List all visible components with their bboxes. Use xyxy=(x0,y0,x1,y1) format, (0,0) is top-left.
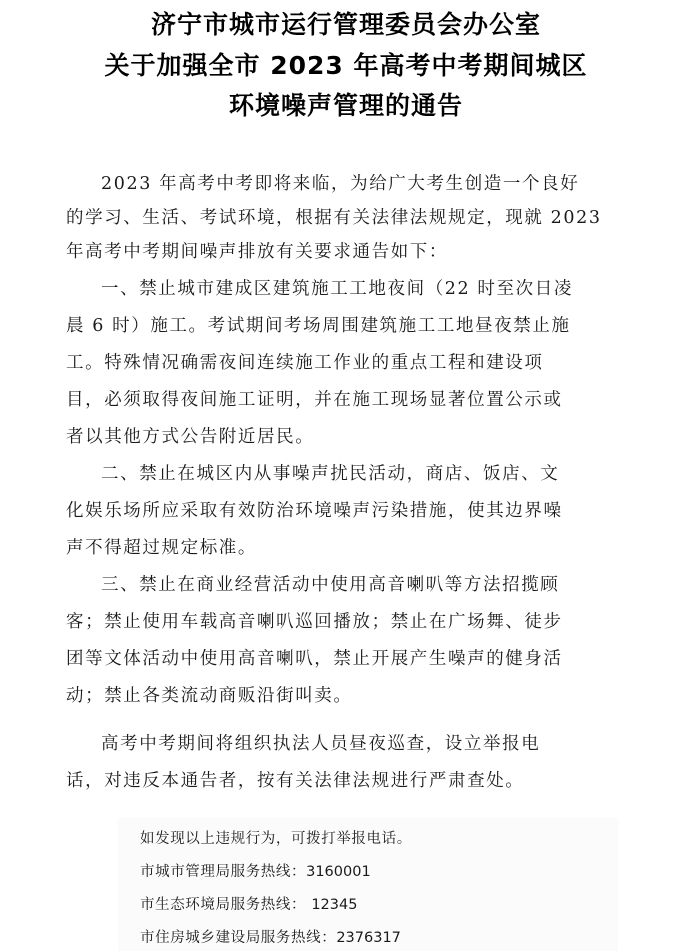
body-paragraph-line: 2023 年高考中考即将来临，为给广大考生创造一个良好 xyxy=(101,174,580,194)
hotline-label: 市住房城乡建设局服务热线： xyxy=(140,930,337,946)
hotline-number: 3160001 xyxy=(306,864,371,880)
body-paragraph-line: 化娱乐场所应采取有效防治环境噪声污染措施，使其边界噪 xyxy=(66,501,563,521)
hotline-row xyxy=(140,893,357,914)
hotline-number: 12345 xyxy=(311,897,358,913)
body-paragraph-line: 三、禁止在商业经营活动中使用高音喇叭等方法招揽顾 xyxy=(101,575,560,595)
body-paragraph-line: 团等文体活动中使用高音喇叭，禁止开展产生噪声的健身活 xyxy=(66,649,563,669)
body-paragraph-line: 动；禁止各类流动商贩沿街叫卖。 xyxy=(66,686,353,706)
hotline-row xyxy=(140,926,401,947)
body-paragraph-line: 的学习、生活、考试环境，根据有关法律法规规定，现就 2023 xyxy=(66,208,602,228)
hotline-intro: 如发现以上违规行为，可拨打举报电话。 xyxy=(140,831,412,847)
body-paragraph-line: 客；禁止使用车载高音喇叭巡回播放；禁止在广场舞、徒步 xyxy=(66,612,563,632)
body-paragraph-line: 目，必须取得夜间施工证明，并在施工现场显著位置公示或 xyxy=(66,390,563,410)
document-title-line-2: 关于加强全市 2023 年高考中考期间城区 xyxy=(104,51,588,80)
document-title-line-3: 环境噪声管理的通告 xyxy=(228,91,463,120)
body-paragraph-line: 年高考中考期间噪声排放有关要求通告如下： xyxy=(66,242,448,262)
body-paragraph-line: 晨 6 时）施工。考试期间考场周围建筑施工工地昼夜禁止施 xyxy=(66,316,571,336)
hotline-label: 市生态环境局服务热线： xyxy=(140,897,307,913)
body-paragraph-line: 者以其他方式公告附近居民。 xyxy=(66,427,315,447)
body-paragraph-line: 话，对违反本通告者，按有关法律法规进行严肃查处。 xyxy=(66,771,525,791)
body-paragraph-line: 二、禁止在城区内从事噪声扰民活动，商店、饭店、文 xyxy=(101,464,560,484)
body-paragraph-line: 声不得超过规定标准。 xyxy=(66,538,257,558)
body-paragraph-line: 一、禁止城市建成区建筑施工工地夜间（22 时至次日凌 xyxy=(101,279,573,299)
hotline-row xyxy=(140,860,371,881)
hotline-number: 2376317 xyxy=(336,930,401,946)
body-paragraph-line: 工。特殊情况确需夜间连续施工作业的重点工程和建设项 xyxy=(66,353,544,373)
document-title-line-1: 济宁市城市运行管理委员会办公室 xyxy=(150,10,541,39)
hotline-label: 市城市管理局服务热线： xyxy=(140,864,307,880)
body-paragraph-line: 高考中考期间将组织执法人员昼夜巡查，设立举报电 xyxy=(101,734,541,754)
